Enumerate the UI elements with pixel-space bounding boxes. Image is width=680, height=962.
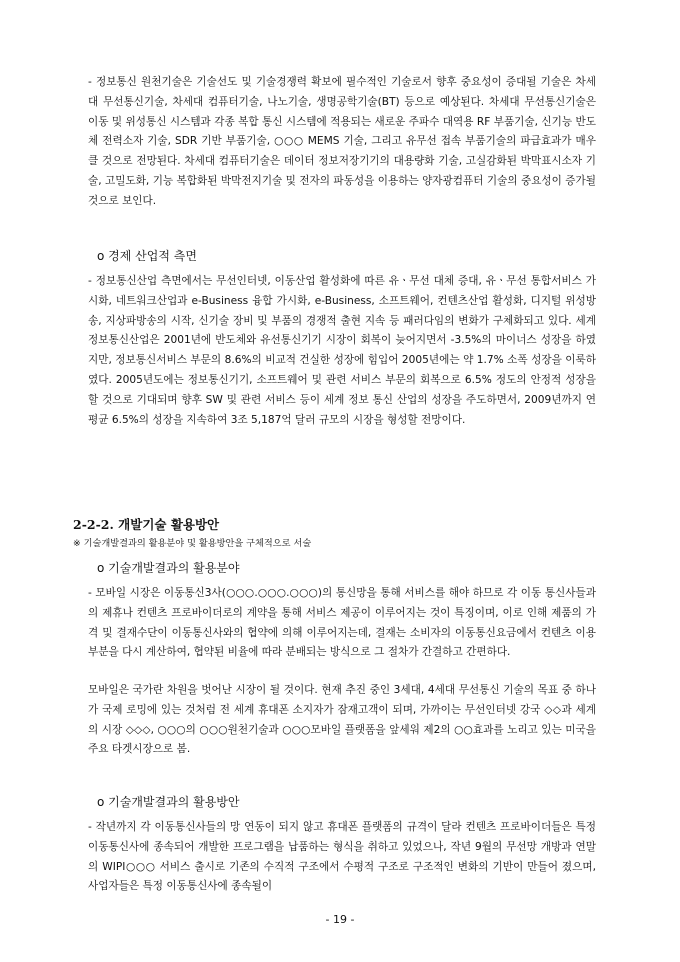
section-note: ※ 기술개발결과의 활용분야 및 활용방안을 구체적으로 서술 <box>73 538 312 549</box>
intro-paragraph: - 정보통신 원천기술은 기술선도 및 기술경쟁력 확보에 필수적인 기술로서 향후 중요성이 증대될 기술은 차세대 무선통신기술, 차세대 컴퓨터기술, 나노기술, 생명공학기술(BT) 등으로 예상된다. 차세대 무선통신기술은 이동 및 위성통신 시스템과 각종 복합 통신 시스템에 적용되는 새로운 주파수 대역용 RF 부품기술, 신기능 반도체 전력소자 기술, SDR 기반 부품기술, ○○○ MEMS 기술, 그리고 유무선 접속 부품기술의 파급효과가 매우 클 것으로 전망된다. 차세대 컴퓨터기술은 데이터 정보저장기기의 대용량화 기술, 고실감화된 박막표시소자 기술, 고밀도화, 기능 복합화된 박막전지기술 및 전자의 파동성을 이용하는 양자광컴퓨터 기술의 중요성이 증가될 것으로 보인다. <box>88 76 596 207</box>
section-title: 2-2-2. 개발기술 활용방안 <box>73 517 220 532</box>
field-paragraph-2: 모바일은 국가란 차원을 벗어난 시장이 될 것이다. 현재 추진 중인 3세대, 4세대 무선통신 기술의 목표 중 하나가 국제 로밍에 있는 것처럼 전 세계 휴대폰 소지자가 잠재고객이 되며, 가까이는 무선인터넷 강국 ◇◇과 세계의 시장 ◇◇◇, ○○○의 ○○○원천기술과 ○○○모바일 플랫폼을 앞세워 제2의 ○○효과를 노리고 있는 미국을 주요 타겟시장으로 봄. <box>88 684 596 756</box>
field-heading: ο 기술개발결과의 활용분야 <box>97 561 240 575</box>
economic-heading: ο 경제 산업적 측면 <box>97 249 197 263</box>
plan-paragraph: - 작년까지 각 이동통신사들의 망 연동이 되지 않고 휴대폰 플랫폼의 규격이 달라 컨텐츠 프로바이더들은 특정 이동통신사에 종속되어 개발한 프로그램을 납품하는 형식을 취하고 있었으나, 작년 9월의 무선망 개방과 연말의 WIPI○○○ 서비스 출시로 기존의 수직적 구조에서 수평적 구조로 구조적인 변화의 기반이 만들어 졌으며, 사업자들은 특정 이동통신사에 종속될이 <box>88 821 596 893</box>
economic-paragraph: - 정보통신산업 측면에서는 무선인터넷, 이동산업 활성화에 따른 유ㆍ무선 대체 증대, 유ㆍ무선 통합서비스 가시화, 네트워크산업과 e-Business 융합 가시화, e-Business, 소프트웨어, 컨텐츠산업 활성화, 디지털 위성방송, 지상파방송의 시작, 신기술 장비 및 부품의 경쟁적 출현 지속 등 패러다임의 변화가 구체화되고 있다. 세계 정보통신산업은 2001년에 반도체와 유선통신기기 시장이 회복이 늦어지면서 -3.5%의 마이너스 성장을 하였지만, 정보통신서비스 부문의 8.6%의 비교적 건실한 성장에 힘입어 2005년에는 약 1.7% 소폭 성장을 이룩하였다. 2005년도에는 정보통신기기, 소프트웨어 및 관련 서비스 부문의 회복으로 6.5% 정도의 안정적 성장을 할 것으로 기대되며 향후 SW 및 관련 서비스 등이 세계 정보 통신 산업의 성장을 주도하면서, 2009년까지 연평균 6.5%의 성장을 지속하여 3조 5,187억 달러 규모의 시장을 형성할 전망이다. <box>88 275 596 426</box>
field-paragraph-1: - 모바일 시장은 이동통신3사(○○○.○○○.○○○)의 통신망을 통해 서비스를 해야 하므로 각 이동 통신사들과의 제휴나 컨텐츠 프로바이더로의 계약을 통해 서비스 제공이 이루어지는 것이 특징이며, 이로 인해 제품의 가격 및 결재수단이 이동통신사와의 협약에 의해 이루어지는데, 결재는 소비자의 이동통신요금에서 컨텐츠 이용부분을 다시 계산하여, 협약된 비율에 따라 분배되는 방식으로 그 절차가 간결하고 간편하다. <box>88 587 596 659</box>
plan-heading: ο 기술개발결과의 활용방안 <box>97 795 240 809</box>
page-number: - 19 - <box>325 913 355 926</box>
